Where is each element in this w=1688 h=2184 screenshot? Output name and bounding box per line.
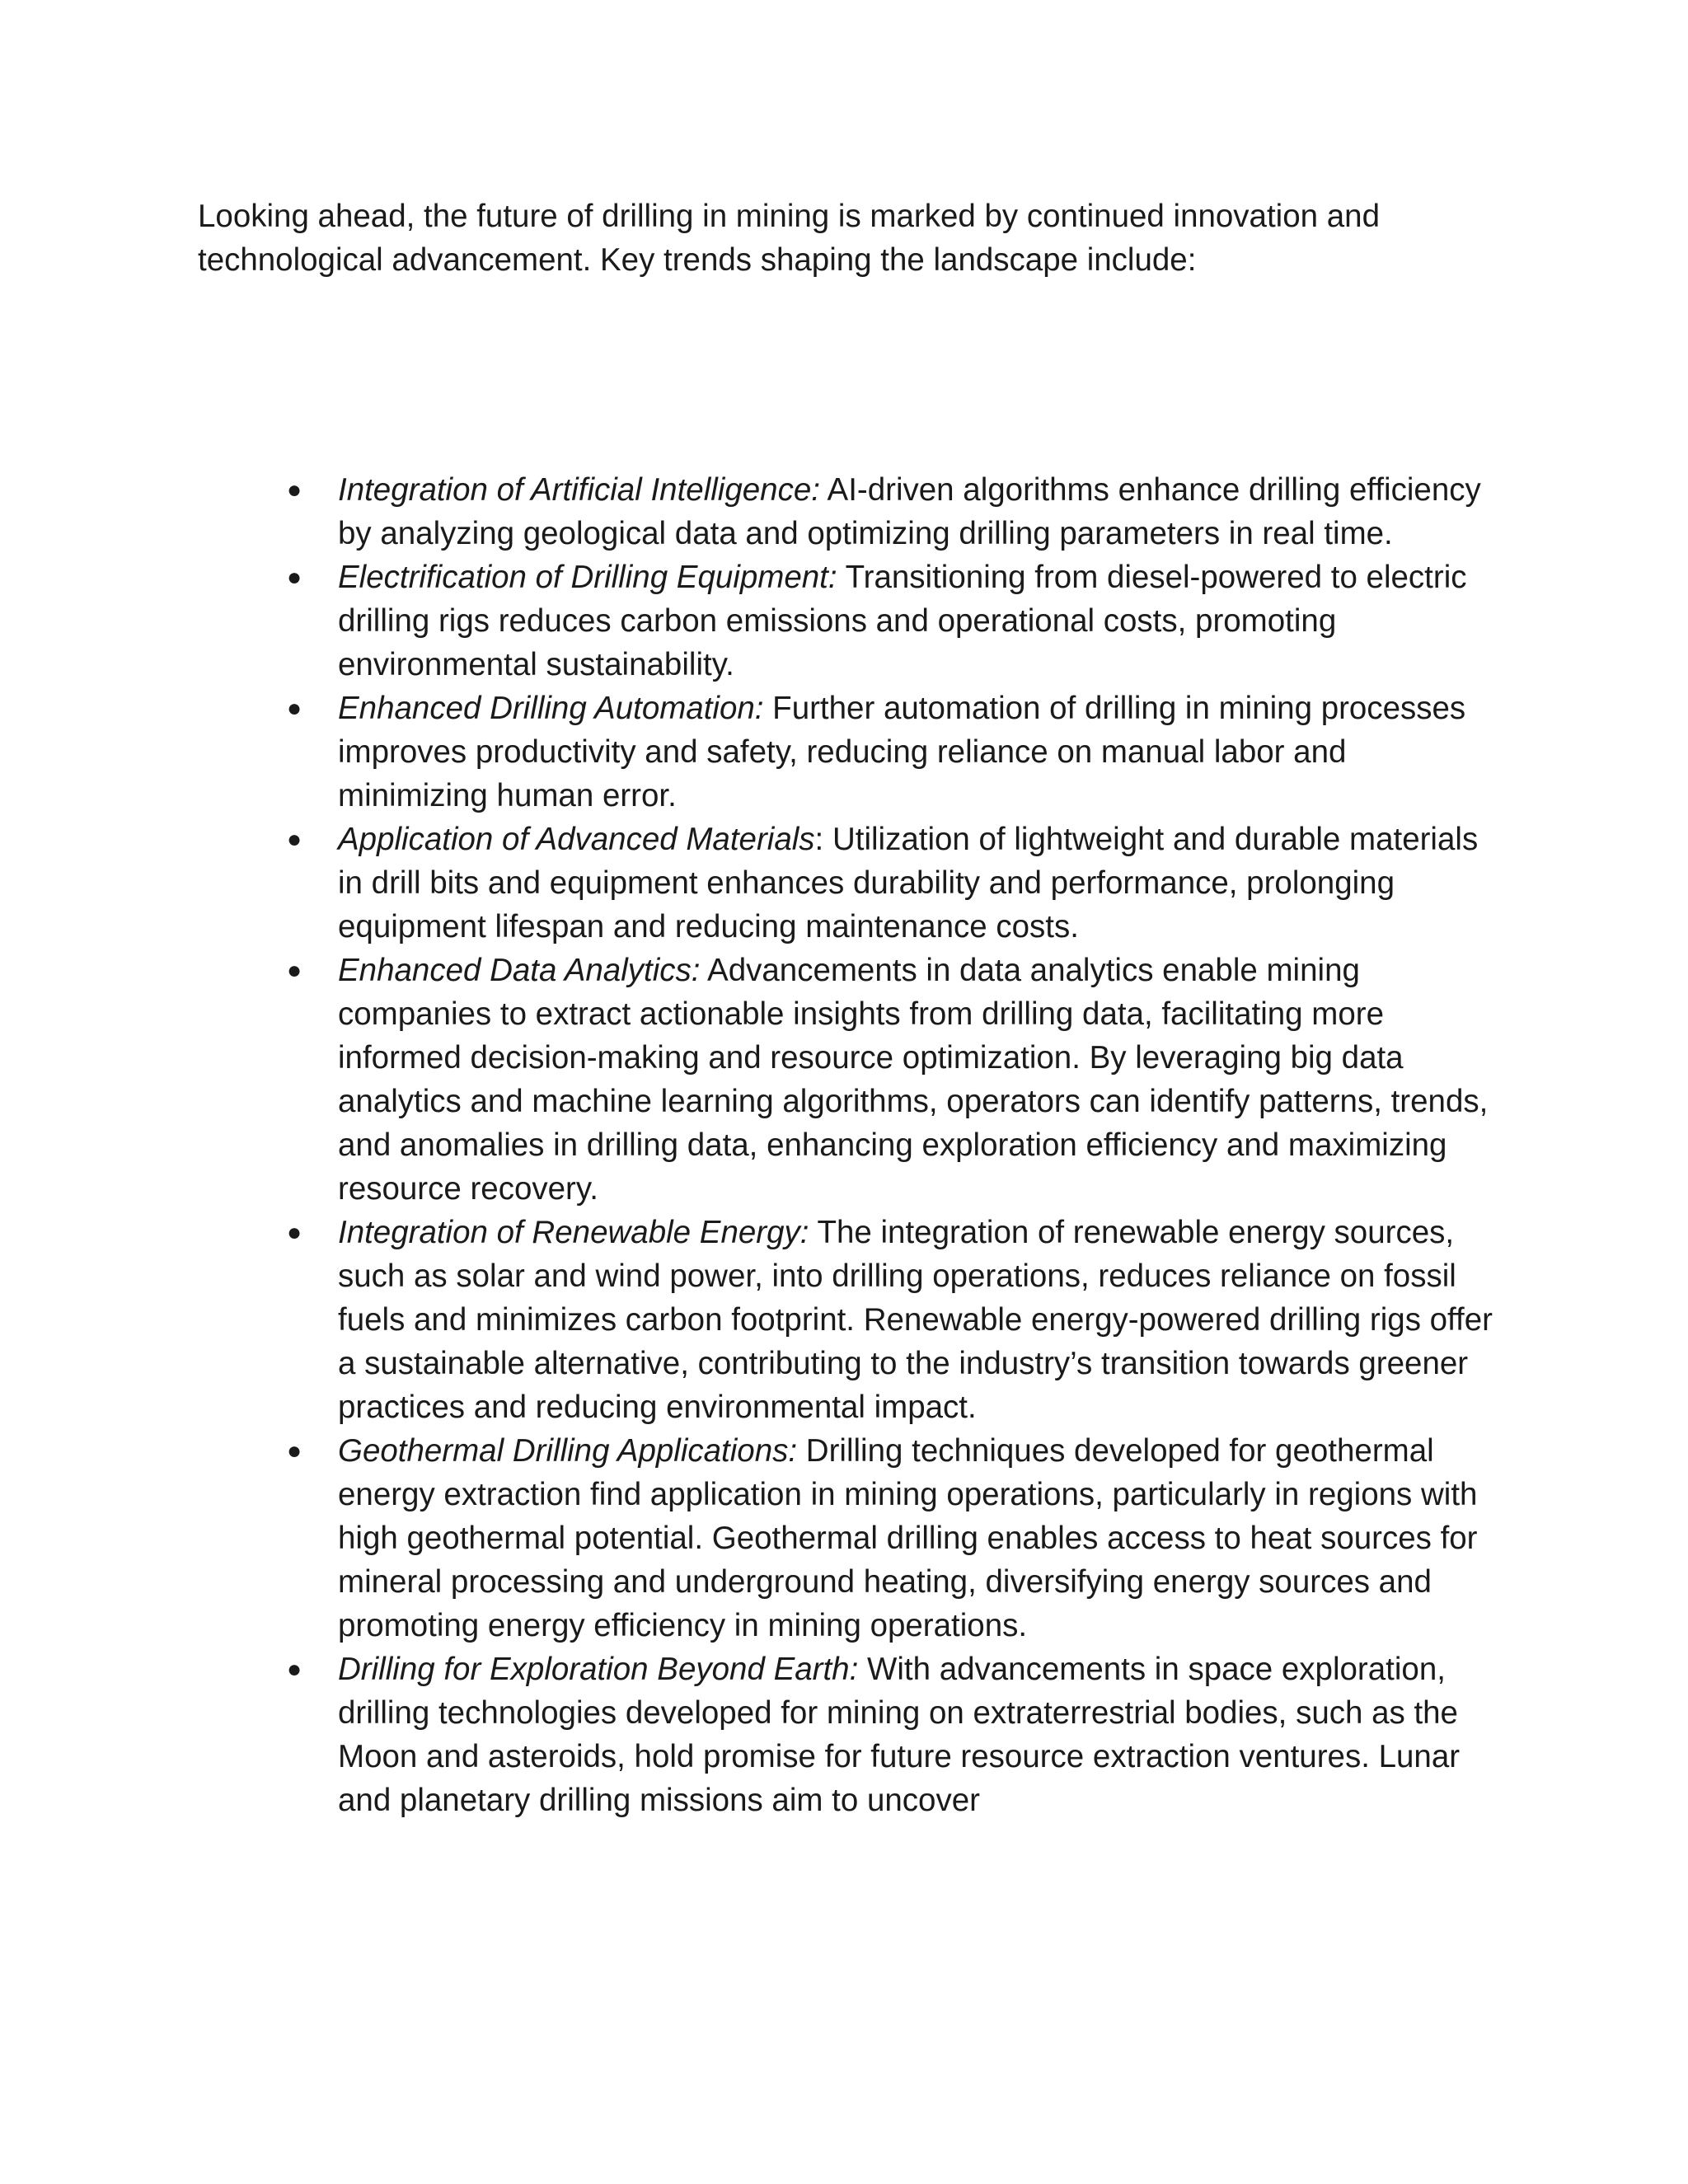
bullet-icon: ●: [287, 476, 302, 504]
trend-item-data-analytics: [198, 949, 1500, 1211]
intro-paragraph: Looking ahead, the future of drilling in mining is marked by continued innovation and technological advancement. Key trends shaping the landscape include:: [198, 199, 1380, 278]
trend-title: Enhanced Drilling Automation:: [338, 691, 764, 726]
bullet-icon: ●: [287, 564, 302, 591]
trend-body: : Utilization of lightweight and durable materials in drill bits and equipment enhances durability and performance, prolonging equipment lifespan and reducing maintenance costs.: [338, 822, 1479, 944]
bullet-icon: ●: [287, 1437, 302, 1465]
trend-title: Drilling for Exploration Beyond Earth:: [338, 1652, 859, 1687]
bullet-icon: ●: [287, 957, 302, 984]
trend-body: Further automation of drilling in mining processes improves productivity and safety, reducing reliance on manual labor and minimizing human error.: [338, 691, 1466, 813]
trend-title: Geothermal Drilling Applications:: [338, 1433, 798, 1469]
trend-item-automation: [198, 687, 1500, 818]
bullet-icon: ●: [287, 695, 302, 722]
trend-body: Transitioning from diesel-powered to electric drilling rigs reduces carbon emissions and operational costs, promoting environmental sustainability.: [338, 560, 1467, 682]
bullet-icon: ●: [287, 1656, 302, 1683]
trend-list: [198, 468, 1500, 1822]
trend-item-geothermal: [198, 1429, 1500, 1647]
bullet-icon: ●: [287, 826, 302, 853]
trend-title: Electrification of Drilling Equipment:: [338, 560, 837, 595]
trend-item-materials: [198, 818, 1500, 949]
trend-title: Integration of Artificial Intelligence:: [338, 472, 820, 508]
trend-title: Application of Advanced Materials: [338, 822, 815, 857]
trend-item-renewable-energy: [198, 1211, 1500, 1429]
trend-body: AI-driven algorithms enhance drilling efficiency by analyzing geological data and optimizing drilling parameters in real time.: [338, 472, 1481, 551]
trend-item-ai: [198, 468, 1500, 555]
trend-body: Drilling techniques developed for geothermal energy extraction find application in mining operations, particularly in regions with high geothermal potential. Geothermal drilling enables access to heat sources for mineral processing and underground heating, diversifying energy sources and promoting energy efficiency in mining operations.: [338, 1433, 1478, 1643]
trend-title: Enhanced Data Analytics:: [338, 953, 701, 988]
bullet-icon: ●: [287, 1219, 302, 1246]
trend-title: Integration of Renewable Energy:: [338, 1215, 809, 1250]
trend-body: The integration of renewable energy sources, such as solar and wind power, into drilling operations, reduces reliance on fossil fuels and minimizes carbon footprint. Renewable energy-powered drilling rigs offer a sustainable alternative, contributing to the industry’s transition towards greener practices and reducing environmental impact.: [338, 1215, 1493, 1425]
trend-item-electrification: [198, 555, 1500, 687]
trend-body: Advancements in data analytics enable mining companies to extract actionable insights from drilling data, facilitating more informed decision-making and resource optimization. By leveraging big data analytics and machine learning algorithms, operators can identify patterns, trends, and anomalies in drilling data, enhancing exploration efficiency and maximizing resource recovery.: [338, 953, 1489, 1207]
trend-item-beyond-earth: [198, 1647, 1500, 1822]
trend-body: With advancements in space exploration, drilling technologies developed for mining on extraterrestrial bodies, such as the Moon and asteroids, hold promise for future resource extraction ventures. Lunar and planetary drilling missions aim to uncover: [338, 1652, 1461, 1818]
